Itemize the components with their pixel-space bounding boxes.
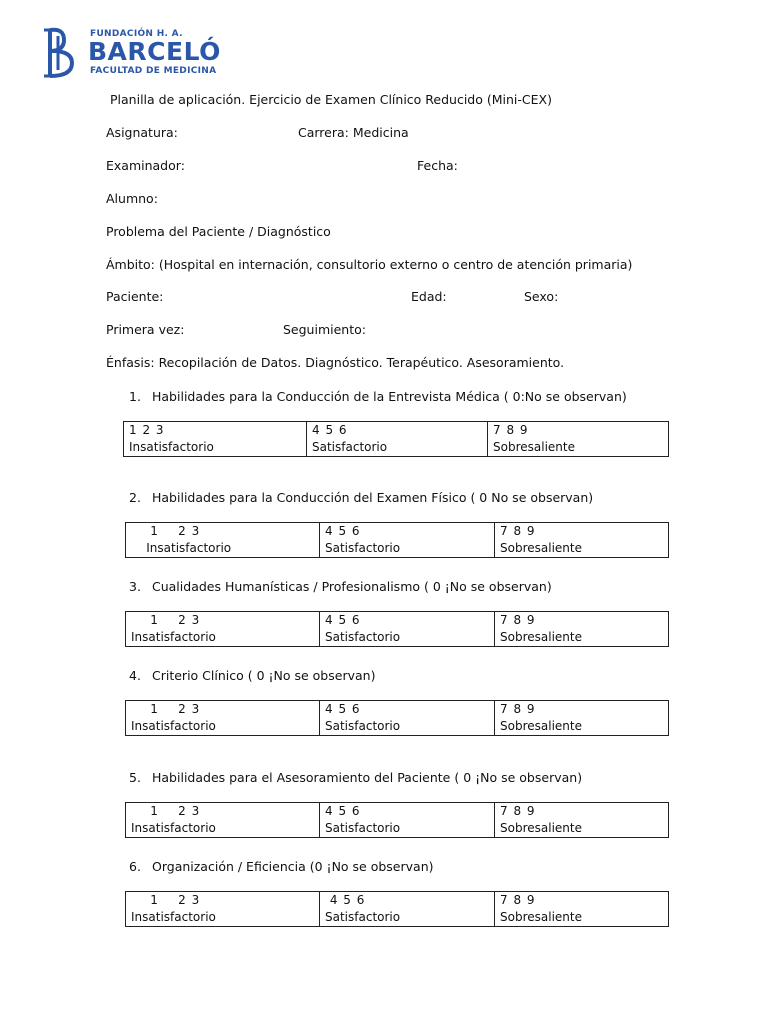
examinador-label: Examinador: — [106, 158, 185, 173]
rating-cell-sobresaliente[interactable]: 7 8 9 Sobresaliente — [495, 612, 669, 647]
rating-cell-satisfactorio[interactable]: 4 5 6 Satisfactorio — [307, 422, 488, 457]
brand-faculty: FACULTAD DE MEDICINA — [90, 66, 217, 76]
rating-cell-insatisfactorio[interactable]: 1 2 3 Insatisfactorio — [126, 612, 320, 647]
section-4-number: 4. — [129, 668, 141, 683]
section-5-title: Habilidades para el Asesoramiento del Paciente ( 0 ¡No se observan) — [152, 770, 583, 785]
primera-vez-label: Primera vez: — [106, 322, 185, 337]
seguimiento-label: Seguimiento: — [283, 322, 366, 337]
section-3-title: Cualidades Humanísticas / Profesionalismo ( 0 ¡No se observan) — [152, 579, 552, 594]
problema-label: Problema del Paciente / Diagnóstico — [106, 224, 331, 239]
section-3-number: 3. — [129, 579, 141, 594]
rating-cell-sobresaliente[interactable]: 7 8 9 Sobresaliente — [495, 803, 669, 838]
rating-table-1 — [123, 421, 669, 457]
asignatura-label: Asignatura: — [106, 125, 178, 140]
edad-label: Edad: — [411, 289, 447, 304]
section-1-title: Habilidades para la Conducción de la Entrevista Médica ( 0:No se observan) — [152, 389, 627, 404]
rating-cell-insatisfactorio[interactable]: 1 2 3 Insatisfactorio — [126, 523, 320, 558]
section-2-title: Habilidades para la Conducción del Examen Físico ( 0 No se observan) — [152, 490, 594, 505]
rating-cell-satisfactorio[interactable]: 4 5 6 Satisfactorio — [320, 523, 495, 558]
paciente-label: Paciente: — [106, 289, 164, 304]
rating-table-4 — [125, 700, 669, 736]
rating-cell-insatisfactorio[interactable]: 1 2 3 Insatisfactorio — [126, 803, 320, 838]
rating-table-6 — [125, 891, 669, 927]
rating-cell-insatisfactorio[interactable]: 1 2 3 Insatisfactorio — [124, 422, 307, 457]
ambito-label: Ámbito: (Hospital en internación, consultorio externo o centro de atención primaria) — [106, 257, 633, 272]
section-6-title: Organización / Eficiencia (0 ¡No se observan) — [152, 859, 434, 874]
section-5-number: 5. — [129, 770, 141, 785]
brand-name: BARCELÓ — [88, 37, 221, 66]
section-6-number: 6. — [129, 859, 141, 874]
rating-cell-satisfactorio[interactable]: 4 5 6 Satisfactorio — [320, 892, 495, 927]
carrera-label: Carrera: Medicina — [298, 125, 409, 140]
brand-foundation: FUNDACIÓN H. A. — [90, 29, 183, 39]
rating-cell-sobresaliente[interactable]: 7 8 9 Sobresaliente — [495, 523, 669, 558]
rating-cell-sobresaliente[interactable]: 7 8 9 Sobresaliente — [488, 422, 669, 457]
rating-cell-satisfactorio[interactable]: 4 5 6 Satisfactorio — [320, 701, 495, 736]
enfasis-label: Énfasis: Recopilación de Datos. Diagnóstico. Terapéutico. Asesoramiento. — [106, 355, 565, 370]
section-2-number: 2. — [129, 490, 141, 505]
rating-cell-insatisfactorio[interactable]: 1 2 3 Insatisfactorio — [126, 701, 320, 736]
rating-cell-satisfactorio[interactable]: 4 5 6 Satisfactorio — [320, 803, 495, 838]
alumno-label: Alumno: — [106, 191, 158, 206]
section-4-title: Criterio Clínico ( 0 ¡No se observan) — [152, 668, 376, 683]
rating-table-3 — [125, 611, 669, 647]
rating-table-2 — [125, 522, 669, 558]
rating-table-5 — [125, 802, 669, 838]
rating-cell-insatisfactorio[interactable]: 1 2 3 Insatisfactorio — [126, 892, 320, 927]
rating-cell-sobresaliente[interactable]: 7 8 9 Sobresaliente — [495, 892, 669, 927]
sexo-label: Sexo: — [524, 289, 559, 304]
barcelo-logo-icon — [42, 26, 80, 80]
section-1-number: 1. — [129, 389, 141, 404]
rating-cell-sobresaliente[interactable]: 7 8 9 Sobresaliente — [495, 701, 669, 736]
rating-cell-satisfactorio[interactable]: 4 5 6 Satisfactorio — [320, 612, 495, 647]
form-title: Planilla de aplicación. Ejercicio de Examen Clínico Reducido (Mini-CEX) — [110, 92, 552, 107]
fecha-label: Fecha: — [417, 158, 458, 173]
